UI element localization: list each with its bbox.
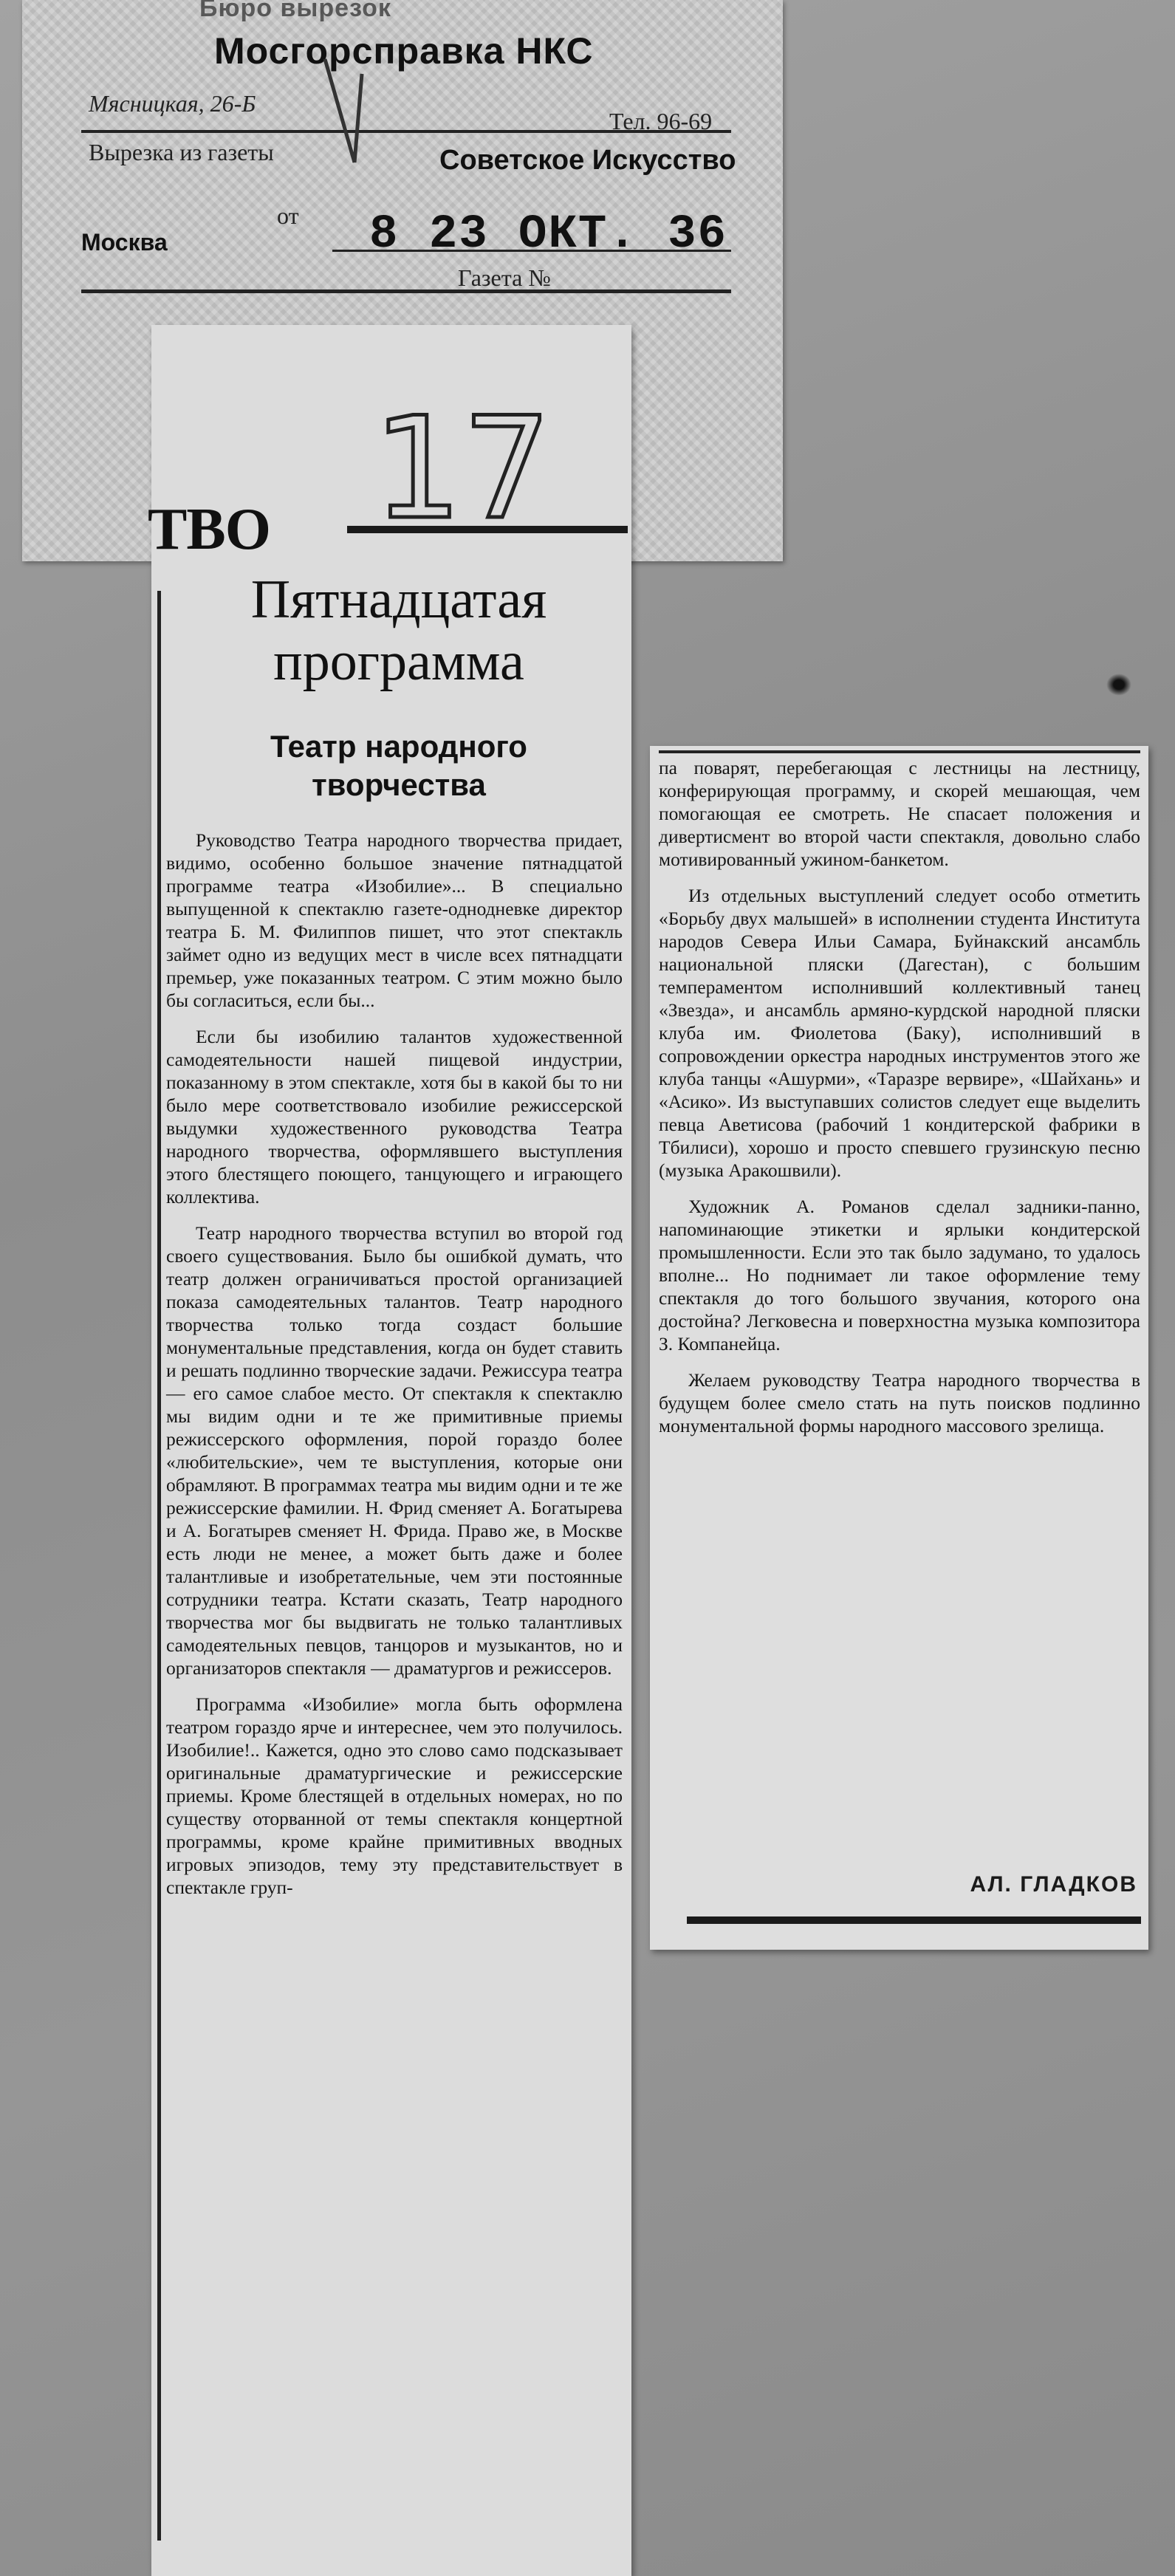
headline: [170, 569, 628, 693]
paragraph: Желаем руководству Театра народного творчества в будущем более смело стать на путь поисков подлинно монументальной формы народного массового зрелища.: [659, 1369, 1140, 1436]
subhead-line-1: Театр народного: [270, 729, 527, 764]
paragraph: Театр народного творчества вступил во второй год своего существования. Было бы ошибкой думать, что театр должен ограничиваться простой организацией показа самодеятельных талантов. Театр народного творчества только тогда создаст большие монументальные представления, когда он будет ставить и решать подлинно творческие задачи. Режиссура театра — его самое слабое место. От спектакля к спектаклю мы видим одни и те же примитивные приемы режиссерского оформления, порой гораздо более «любительские», чем те выступления, которые они обрамляют. В программах театра мы видим одни и те же режиссерские фамилии. Н. Фрид сменяет А. Богатырева и А. Богатырев сменяет Н. Фрида. Право же, в Москве есть люди не менее, а может быть даже и более талантливые и изобретательные, чем эти постоянные сотрудники театра. Кстати сказать, Театр народного творчества мог бы выдвигать не только талантливых самодеятельных певцов, танцоров и музыкантов, но и организаторов спектакля — драматургов и режиссеров.: [166, 1222, 623, 1679]
newspaper-name: Советское Искусство: [439, 145, 736, 176]
bureau-name: Мосгорсправка НКС: [214, 30, 594, 72]
ink-stain: [1106, 674, 1131, 696]
paragraph: па поварят, перебегающая с лестницы на лестницу, конферирующая программу, и скорей мешающая, чем помогающая ее смотреть. Не спасает положения и дивертисмент во второй части спектакля, довольно слабо мотивированный ужином-банкетом.: [659, 757, 1140, 870]
paragraph: Если бы изобилию талантов художественной самодеятельности нашей пищевой индустрии, показанному в этом спектакле, хотя бы в какой бы то ни было мере соответствовало изобилие режиссерской выдумки художественного руководства Театра народного творчества, оформлявшего выступления этого блестящего поющего, танцующего и играющего коллектива.: [166, 1026, 623, 1208]
headline-line-1: Пятнадцатая: [250, 569, 547, 630]
paragraph: Программа «Изобилие» могла быть оформлена театром гораздо ярче и интереснее, чем это получилось. Изобилие!.. Кажется, одно это слово само подсказывает оригинальные драматургические и режиссерские приемы. Кроме блестящей в отдельных номерах, но по существу оторванной от темы спектакля концертной программы, кроме крайне примитивных вводных игровых эпизодов, тему эту представительствует в спектакле груп-: [166, 1693, 623, 1898]
paragraph: Руководство Театра народного творчества придает, видимо, особенно большое значение пятнадцатой программе театра «Изобилие»... В специально выпущенной к спектаклю газете-однодневке директор театра Б. М. Филиппов пишет, что этот спектакль займет одно из ведущих мест в числе всех пятнадцати премьер, уже показанных театром. С этим можно было бы согласиться, если бы...: [166, 829, 623, 1011]
author-signature: АЛ. ГЛАДКОВ: [970, 1872, 1137, 1897]
headline-line-2: программа: [273, 631, 524, 692]
article-column-1: [166, 829, 623, 2564]
clip-label: Вырезка из газеты: [89, 139, 274, 165]
bureau-phone: Тел. 96-69: [609, 108, 713, 134]
column-top-rule: [659, 750, 1140, 753]
column-rule: [157, 591, 161, 2541]
handwritten-mark-icon: [310, 52, 391, 177]
bureau-top-line: Бюро вырезок: [199, 0, 391, 22]
subhead-line-2: творчества: [312, 767, 486, 802]
label-divider: [81, 130, 731, 133]
subheadline: [170, 727, 628, 804]
label-bottom-rule: [81, 290, 731, 293]
handwritten-page-number: [366, 384, 552, 554]
clipping-date: 8 23 ОКТ. 36: [369, 208, 727, 261]
gazeta-number-label: Газета №: [458, 264, 551, 291]
paragraph: Из отдельных выступлений следует особо отметить «Борьбу двух малышей» в исполнении студента Института народов Севера Ильи Самара, Буйнакский ансамбль национальной пляски (Дагестан), с большим темпераментом исполнивший коллективный танец «Звезда», и ансамбль армяно-курдской народной пляски клуба им. Фиолетова (Баку), исполнивший в сопровождении оркестра народных инструментов этого же клуба танцы «Ашурми», «Таразре вервире», «Шайхань» и «Асико». Из выступавших солистов следует еще выделить певца Аветисова (рабочий 1 кондитерской фабрики в Тбилиси), хорошо и просто спевшего грузинскую песню (музыка Аракошвили).: [659, 885, 1140, 1181]
section-header: ТВО: [148, 497, 270, 562]
page-number-text: 17: [373, 387, 552, 550]
bureau-address: Мясницкая, 26-Б: [89, 90, 256, 117]
article-column-2: [659, 750, 1140, 1873]
article-end-rule: [687, 1916, 1141, 1924]
paragraph: Художник А. Романов сделал задники-панно, напоминающие этикетки и ярлыки кондитерской промышленности. Если это так было задумано, то удалось вполне... Но поднимает ли такое оформление тему спектакля до того большого звучания, которого она достойна? Легковесна и поверхностна музыка композитора З. Компанейца.: [659, 1196, 1140, 1354]
bureau-city: Москва: [81, 229, 168, 256]
date-underline: [332, 250, 731, 252]
date-from-label: от: [277, 202, 299, 229]
